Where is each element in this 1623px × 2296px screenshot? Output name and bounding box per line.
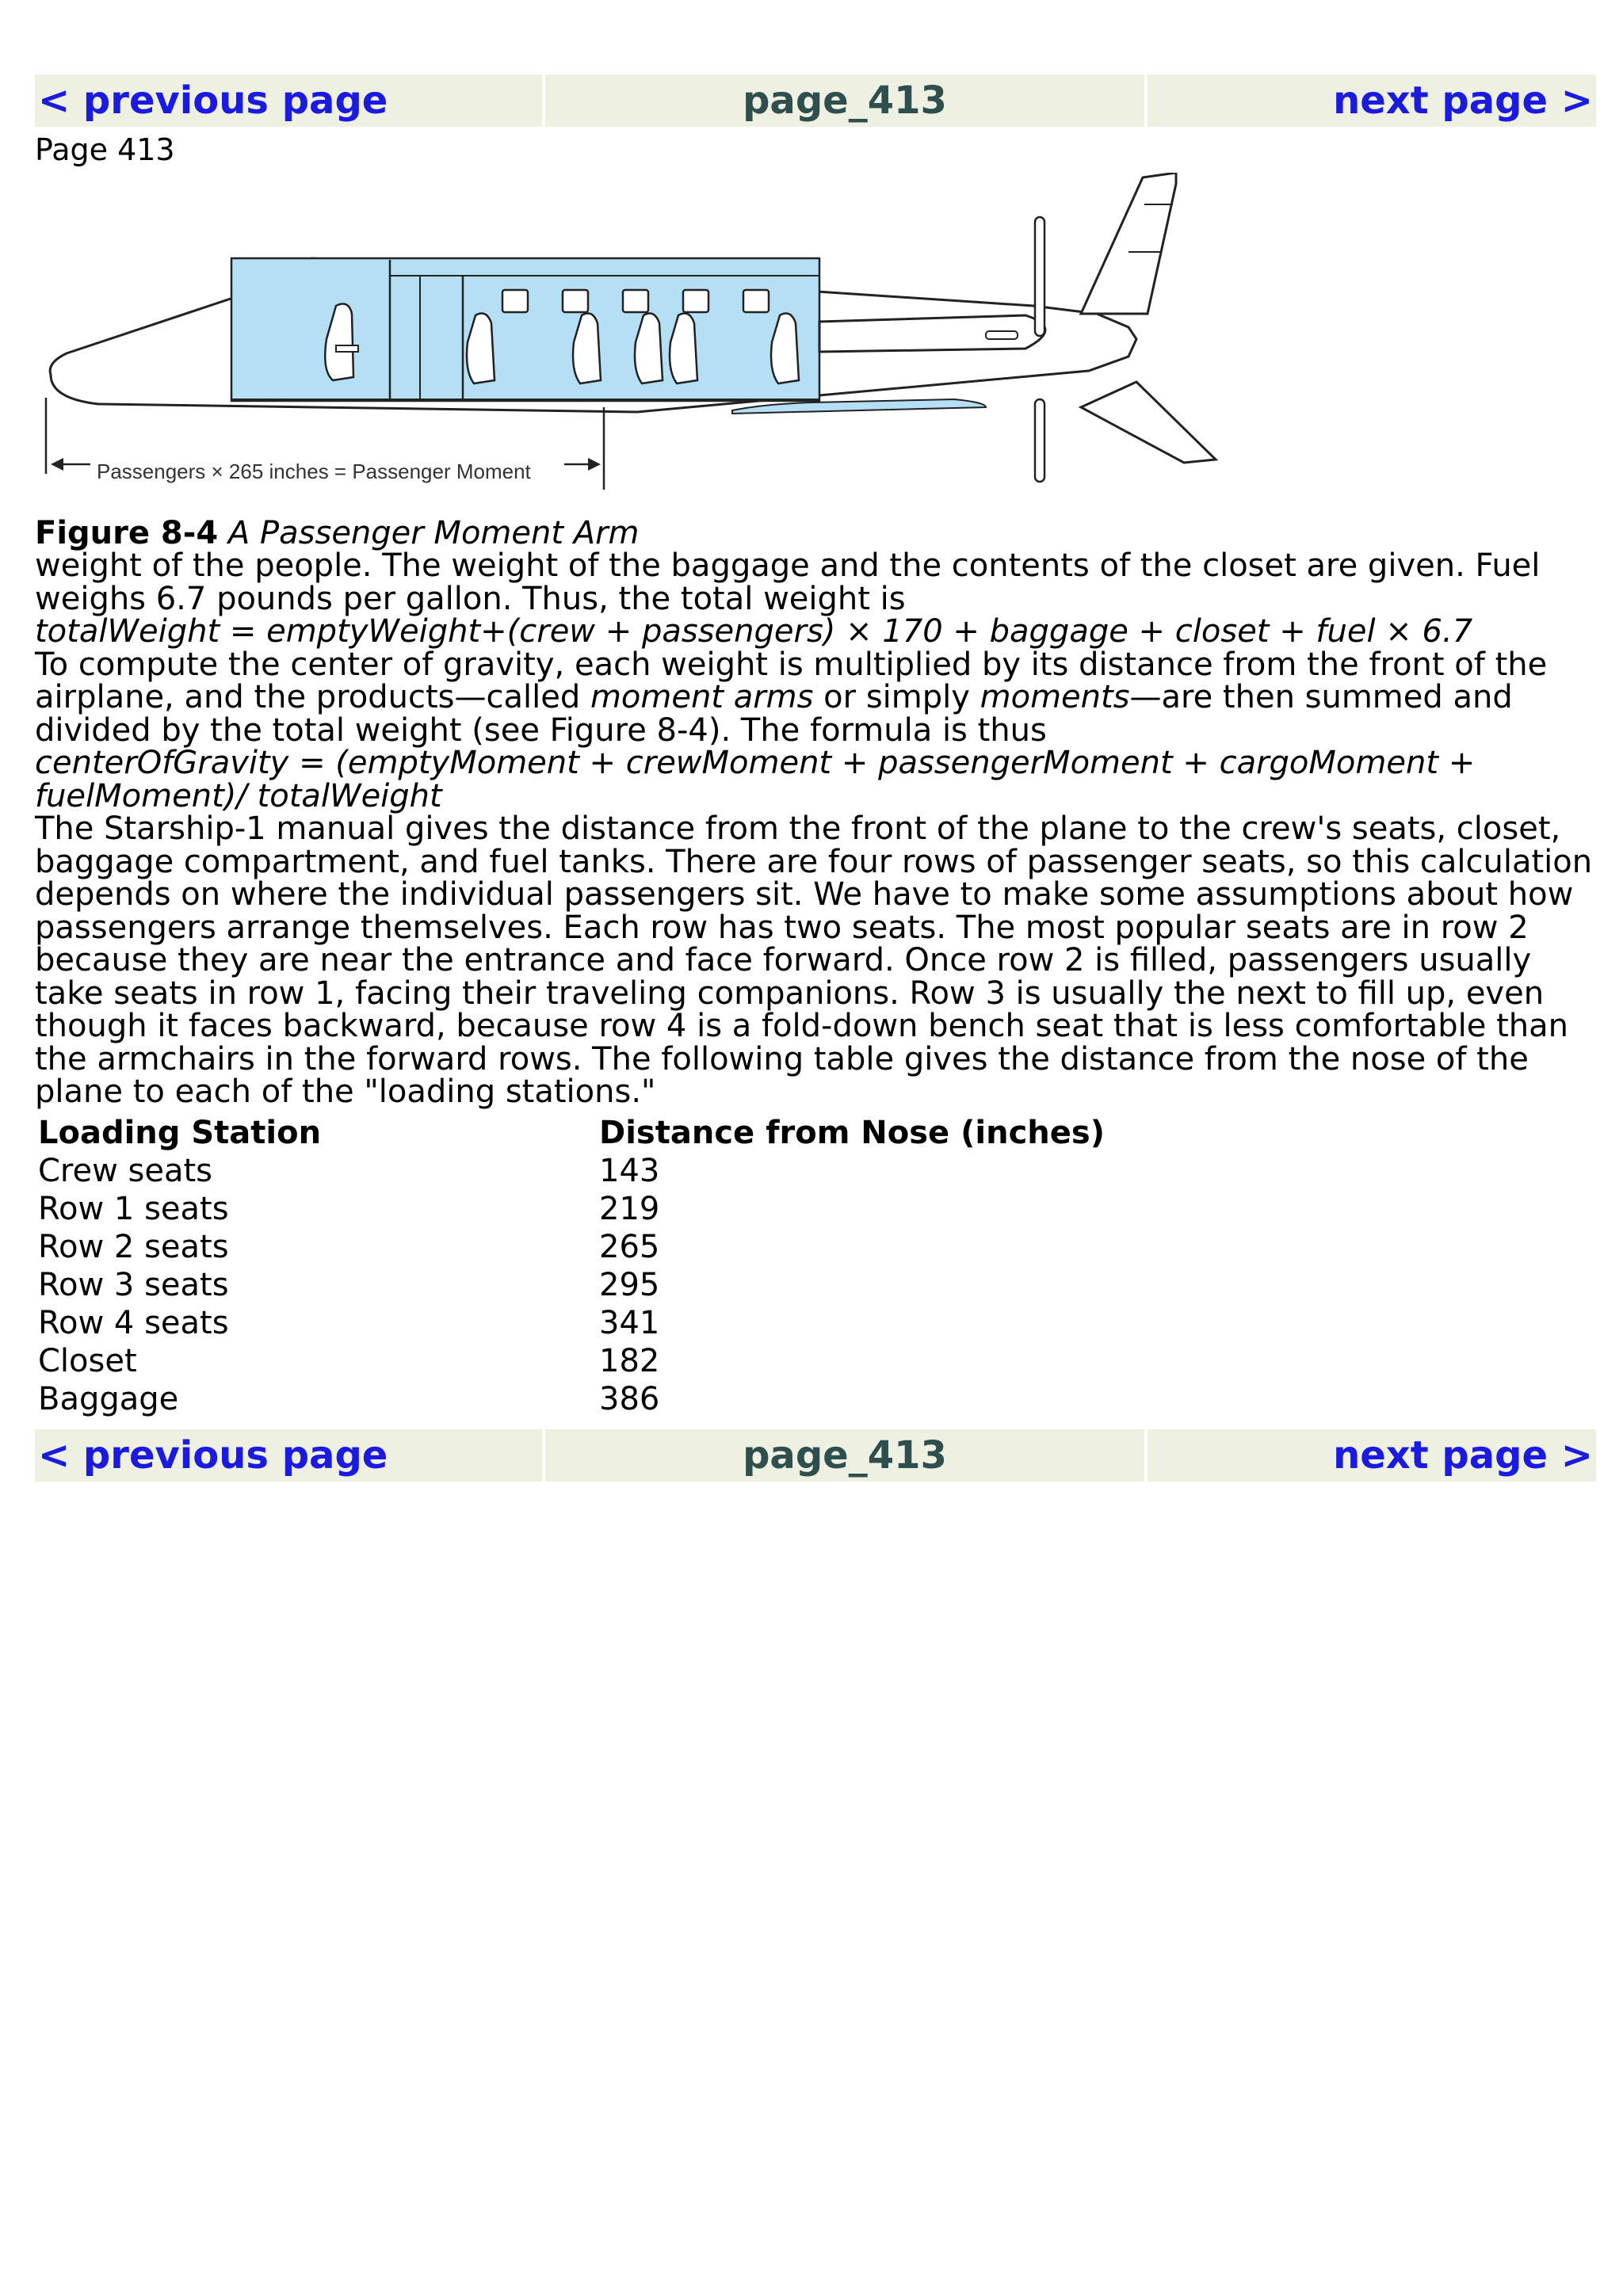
- paragraph-moments: [35, 646, 1596, 749]
- table-cell: Baggage: [38, 1380, 179, 1417]
- document-page: [35, 0, 1596, 1482]
- table-row: [35, 1380, 1108, 1418]
- column-header: Distance from Nose (inches): [599, 1114, 1105, 1151]
- table-row: [35, 1342, 1108, 1380]
- text-run: To compute the center of gravity, each weight is multiplied by its distance from the front of the airplane, and the products—called: [35, 646, 1548, 715]
- next-page-link[interactable]: next page >: [1148, 74, 1596, 127]
- table-cell: Closet: [38, 1342, 137, 1379]
- table-row: [35, 1152, 1108, 1190]
- formula-center-of-gravity: centerOfGravity = (emptyMoment + crewMoment + passengerMoment + cargoMoment + fuelMoment)/ totalWeight: [35, 745, 1476, 814]
- page-id: page_413: [545, 74, 1144, 127]
- previous-page-link[interactable]: < previous page: [35, 1429, 542, 1482]
- passenger-moment-arm-label: Passengers × 265 inches = Passenger Moment: [97, 460, 531, 483]
- table-cell: 265: [599, 1228, 660, 1265]
- table-cell: 341: [599, 1304, 660, 1341]
- table-row: [35, 1304, 1108, 1342]
- figure-caption: [35, 517, 1596, 550]
- text-run: —are then summed and divided by the total weight (see Figure 8-4). The formula is thus: [35, 679, 1513, 749]
- bottom-navigation: [35, 1429, 1596, 1482]
- table-cell: Row 2 seats: [38, 1228, 229, 1265]
- table-row: [35, 1190, 1108, 1228]
- table-cell: 295: [599, 1266, 660, 1303]
- figure-airplane-diagram: [35, 173, 1239, 513]
- table-cell: 219: [599, 1190, 660, 1227]
- table-cell: Row 4 seats: [38, 1304, 229, 1341]
- table-row: [35, 1228, 1108, 1266]
- text-run: or simply: [813, 679, 980, 715]
- column-header: Loading Station: [38, 1114, 322, 1151]
- table-cell: 182: [599, 1342, 660, 1379]
- paragraph-total-weight: weight of the people. The weight of the baggage and the contents of the closet are given. Fuel weighs 6.7 pounds per gallon. Thus, the total weight is: [35, 547, 1541, 617]
- table-header-row: [35, 1114, 1108, 1152]
- table-cell: Row 3 seats: [38, 1266, 229, 1303]
- figure-number: Figure 8-4: [35, 515, 219, 551]
- previous-page-link[interactable]: < previous page: [35, 74, 542, 127]
- term-moments: moments: [980, 679, 1130, 715]
- paragraph-loading-stations: The Starship-1 manual gives the distance from the front of the plane to the crew's seats, closet, baggage compartment, and fuel tanks. There are four rows of passenger seats, so this calculation depends on where the individual passengers sit. We have to make some assumptions about how passengers arrange themselves. Each row has two seats. The most popular seats are in row 2 because they are near the entrance and face forward. Once row 2 is filled, passengers usually take seats in row 1, facing their traveling companions. Row 3 is usually the next to fill up, even though it faces backward, because row 4 is a fold-down bench seat that is less comfortable than the armchairs in the forward rows. The following table gives the distance from the nose of the plane to each of the "loading stations.": [35, 810, 1593, 1110]
- next-page-link[interactable]: next page >: [1148, 1429, 1596, 1482]
- table-cell: Crew seats: [38, 1152, 213, 1189]
- top-navigation: [35, 74, 1596, 127]
- page-id: page_413: [545, 1429, 1144, 1482]
- term-moment-arms: moment arms: [590, 679, 814, 715]
- figure-title: A Passenger Moment Arm: [227, 515, 640, 551]
- page-label: Page 413: [35, 132, 175, 167]
- table-cell: 386: [599, 1380, 660, 1417]
- table-cell: Row 1 seats: [38, 1190, 229, 1227]
- table-row: [35, 1266, 1108, 1304]
- formula-total-weight: totalWeight = emptyWeight+(crew + passengers) × 170 + baggage + closet + fuel × 6.7: [35, 613, 1473, 650]
- table-cell: 143: [599, 1152, 660, 1189]
- loading-station-table: [35, 1114, 1108, 1418]
